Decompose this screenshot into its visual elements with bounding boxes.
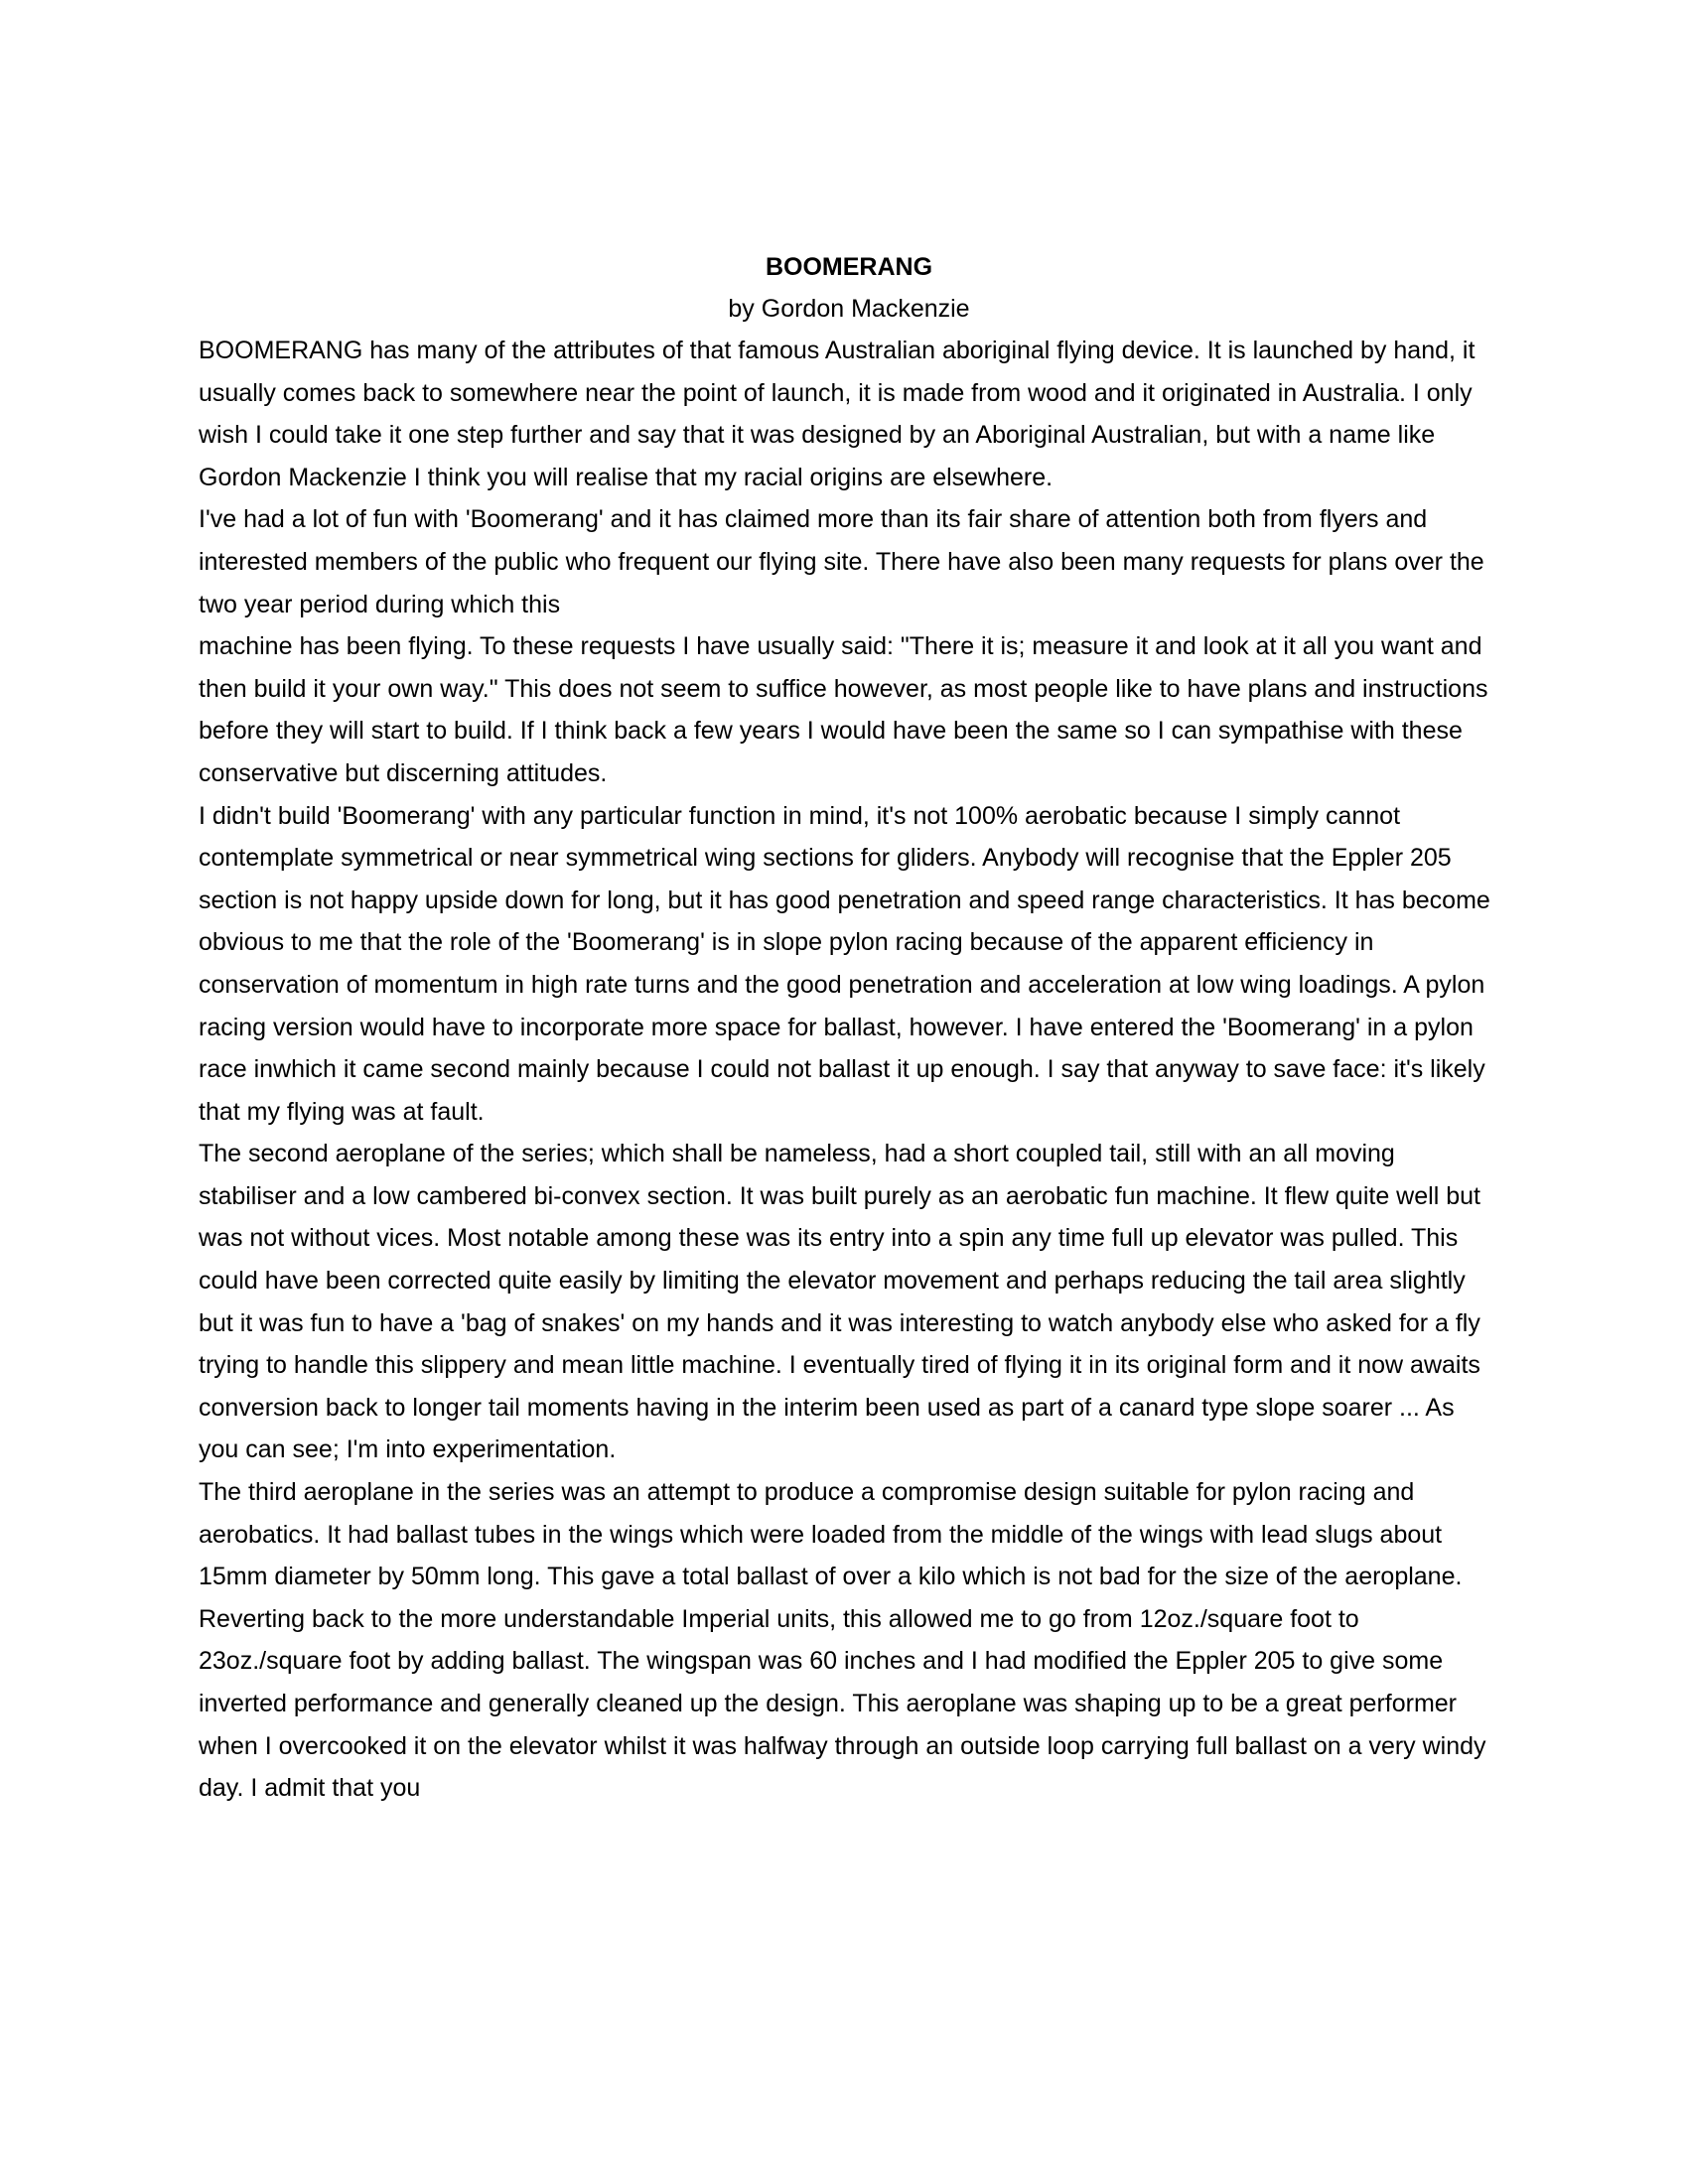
paragraph-function: I didn't build 'Boomerang' with any particular function in mind, it's not 100% aerobatic because I simply cannot contemplate symmetrical or near symmetrical wing sections for gliders. Anybody will recognise that the Eppler 205 section is not happy upside down for long, but it has good penetration and speed range characteristics. It has become obvious to me that the role of the 'Boomerang' is in slope pylon racing because of the apparent efficiency in conservation of momentum in high rate turns and the good penetration and acceleration at low wing loadings. A pylon racing version would have to incorporate more space for ballast, however. I have entered the 'Boomerang' in a pylon race inwhich it came second mainly because I could not ballast it up enough. I say that anyway to save face: it's likely that my flying was at fault.: [199, 801, 1490, 1126]
document-page: [199, 246, 1499, 1810]
document-title: BOOMERANG: [765, 253, 933, 281]
paragraph-public: interested members of the public who frequent our flying site. There have also been many requests for plans over the two year period during which this: [199, 547, 1484, 618]
paragraph-requests: machine has been flying. To these requests I have usually said: "There it is; measure it and look at it all you want and then build it your own way." This does not seem to suffice however, as most people like to have plans and instructions before they will start to build. If I think back a few years I would have been the same so I can sympathise with these conservative but discerning attitudes.: [199, 632, 1488, 787]
paragraph-third-aeroplane: The third aeroplane in the series was an attempt to produce a compromise design suitable for pylon racing and aerobatics. It had ballast tubes in the wings which were loaded from the middle of the wings with lead slugs about 15mm diameter by 50mm long. This gave a total ballast of over a kilo which is not bad for the size of the aeroplane. Reverting back to the more understandable Imperial units, this allowed me to go from 12oz./square foot to 23oz./square foot by adding ballast. The wingspan was 60 inches and I had modified the Eppler 205 to give some inverted performance and generally cleaned up the design. This aeroplane was shaping up to be a great performer when I overcooked it on the elevator whilst it was halfway through an outside loop carrying full ballast on a very windy day. I admit that you: [199, 1478, 1486, 1803]
author-byline: by Gordon Mackenzie: [728, 295, 970, 323]
paragraph-second-aeroplane: The second aeroplane of the series; which shall be nameless, had a short coupled tail, still with an all moving stabiliser and a low cambered bi-convex section. It was built purely as an aerobatic fun machine. It flew quite well but was not without vices. Most notable among these was its entry into a spin any time full up elevator was pulled. This could have been corrected quite easily by limiting the elevator movement and perhaps reducing the tail area slightly but it was fun to have a 'bag of snakes' on my hands and it was interesting to watch anybody else who asked for a fly trying to handle this slippery and mean little machine. I eventually tired of flying it in its original form and it now awaits conversion back to longer tail moments having in the interim been used as part of a canard type slope soarer ... As you can see; I'm into experimentation.: [199, 1140, 1480, 1464]
paragraph-intro: BOOMERANG has many of the attributes of that famous Australian aboriginal flying device. It is launched by hand, it usually comes back to somewhere near the point of launch, it is made from wood and it originated in Australia. I only wish I could take it one step further and say that it was designed by an Aboriginal Australian, but with a name like Gordon Mackenzie I think you will realise that my racial origins are elsewhere.: [199, 337, 1476, 491]
paragraph-fun: I've had a lot of fun with 'Boomerang' and it has claimed more than its fair share of attention both from flyers and: [199, 505, 1428, 534]
